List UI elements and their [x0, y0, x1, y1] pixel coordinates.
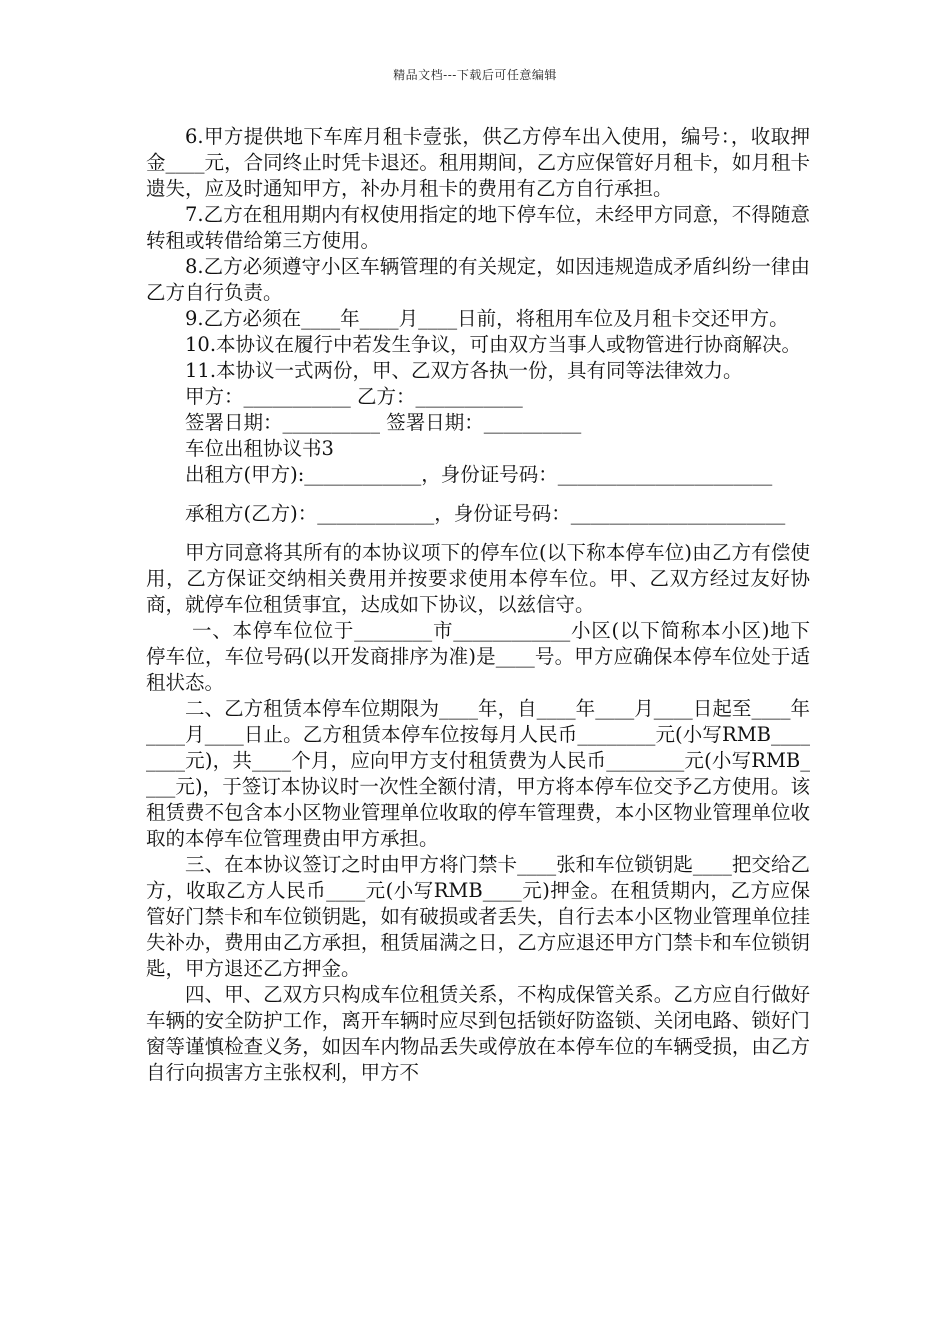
clause-8: 8.乙方必须遵守小区车辆管理的有关规定，如因违规造成矛盾纠纷一律由乙方自行负责。: [146, 255, 810, 304]
agreement-3-title: 车位出租协议书3: [185, 437, 334, 460]
lessee-line: 承租方(乙方)：____________，身份证号码：______________________: [185, 502, 786, 525]
signature-dates: 签署日期：__________ 签署日期：__________: [185, 411, 582, 434]
signature-parties: 甲方：___________ 乙方：___________: [185, 385, 523, 408]
agreement-intro: 甲方同意将其所有的本协议项下的停车位(以下称本停车位)由乙方有偿使用，乙方保证交纳相关费用并按要求使用本停车位。甲、乙双方经过友好协商，就停车位租赁事宜，达成如下协议，以兹信守。: [146, 541, 810, 616]
clause-10: 10.本协议在履行中若发生争议，可由双方当事人或物管进行协商解决。: [185, 333, 802, 356]
document-body: [146, 124, 810, 1086]
clause-9: 9.乙方必须在____年____月____日前，将租用车位及月租卡交还甲方。: [185, 307, 789, 330]
clause-2: 二、乙方租赁本停车位期限为____年，自____年____月____日起至____年____月____日止。乙方租赁本停车位按每月人民币________元(小写RMB________元)，共____个月，应向甲方支付租赁费为人民币________元(小写RMB____元)，于签订本协议时一次性全额付清，甲方将本停车位交予乙方使用。该租赁费不包含本小区物业管理单位收取的停车管理费，本小区物业管理单位收取的本停车位管理费由甲方承担。: [146, 697, 810, 850]
clause-4: 四、甲、乙双方只构成车位租赁关系，不构成保管关系。乙方应自行做好车辆的安全防护工作，离开车辆时应尽到包括锁好防盗锁、关闭电路、锁好门窗等谨慎检查义务，如因车内物品丢失或停放在本停车位的车辆受损，由乙方自行向损害方主张权利，甲方不: [146, 983, 810, 1084]
clause-6: 6.甲方提供地下车库月租卡壹张，供乙方停车出入使用，编号：，收取押金____元，合同终止时凭卡退还。租用期间，乙方应保管好月租卡，如月租卡遗失，应及时通知甲方，补办月租卡的费用有乙方自行承担。: [146, 125, 810, 200]
clause-1: 一、本停车位位于________市____________小区(以下简称本小区)地下停车位，车位号码(以开发商排序为准)是____号。甲方应确保本停车位处于适租状态。: [146, 619, 811, 694]
clause-3: 三、在本协议签订之时由甲方将门禁卡____张和车位锁钥匙____把交给乙方，收取乙方人民币____元(小写RMB____元)押金。在租赁期内，乙方应保管好门禁卡和车位锁钥匙，如有破损或者丢失，自行去本小区物业管理单位挂失补办，费用由乙方承担，租赁届满之日，乙方应退还甲方门禁卡和车位锁钥匙，甲方退还乙方押金。: [146, 853, 810, 980]
clause-11: 11.本协议一式两份，甲、乙双方各执一份，具有同等法律效力。: [185, 359, 743, 382]
clause-7: 7.乙方在租用期内有权使用指定的地下停车位，未经甲方同意，不得随意转租或转借给第三方使用。: [146, 203, 810, 252]
lessor-line: 出租方(甲方):____________，身份证号码：______________________: [185, 463, 773, 486]
page-header: 精品文档---下载后可任意编辑: [393, 68, 557, 82]
